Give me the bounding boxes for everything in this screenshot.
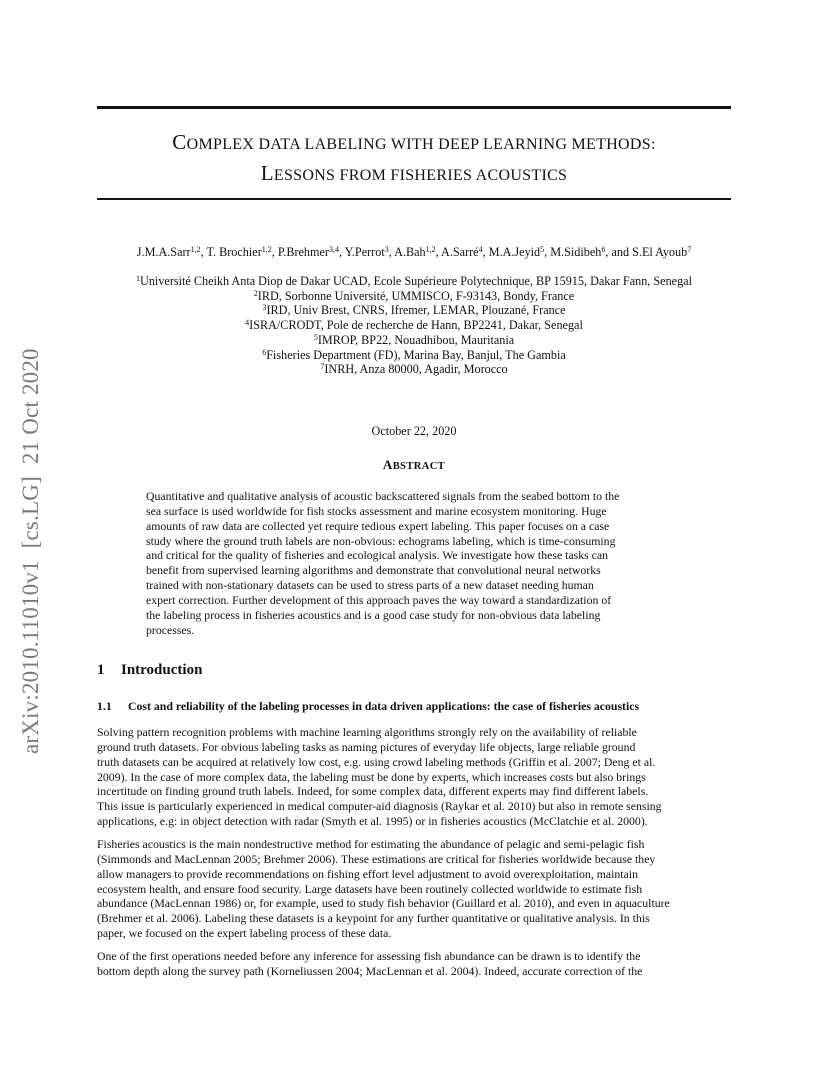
abstract-line: processes. bbox=[146, 622, 195, 637]
author-name: A.Sarré bbox=[441, 245, 479, 259]
author-name: M.Sidibeh bbox=[550, 245, 602, 259]
paragraph-line: ground truth datasets. For obvious labeling tasks as naming pictures of everyday life objects, large reliable ground bbox=[97, 739, 636, 754]
title-line-2-capital: L bbox=[260, 161, 274, 185]
author-affiliation-mark: 3 bbox=[384, 245, 389, 254]
affiliation-number: 1 bbox=[136, 274, 141, 283]
abstract-body bbox=[146, 489, 683, 637]
author-affiliation-mark: 6 bbox=[601, 245, 606, 254]
title-line-2-text: ESSONS FROM FISHERIES ACOUSTICS bbox=[273, 167, 568, 184]
subsection-number: 1.1 bbox=[97, 699, 112, 713]
affiliation bbox=[60, 274, 768, 289]
paragraph-2 bbox=[97, 837, 733, 941]
arxiv-identifier: arXiv:2010.11010v1 [cs.LG] 21 Oct 2020 bbox=[18, 348, 43, 754]
title-rule-bottom bbox=[97, 198, 731, 200]
affiliation-number: 2 bbox=[253, 288, 258, 298]
title-line-1-capital: C bbox=[172, 130, 187, 154]
affiliation-number: 6 bbox=[262, 347, 267, 357]
affiliation-number: 5 bbox=[313, 332, 318, 342]
author-affiliation-mark: 3,4 bbox=[328, 245, 339, 254]
paragraph-line: Fisheries acoustics is the main nondestructive method for estimating the abundance of pelagic and semi-pelagic fish bbox=[97, 837, 645, 851]
section-heading bbox=[97, 662, 202, 679]
affiliation-text: IRD, Univ Brest, CNRS, Ifremer, LEMAR, Plouzané, France bbox=[266, 303, 566, 318]
author-separator: , bbox=[544, 245, 551, 259]
affiliation-text: INRH, Anza 80000, Agadir, Morocco bbox=[324, 362, 508, 377]
paragraph-line: (Brehmer et al. 2006). Labeling these datasets is a keypoint for any further quantitative or qualitative analysis. In this bbox=[97, 911, 650, 926]
abstract-line: sea surface is used worldwide for fish stocks assessment and marine ecosystem monitoring. Huge bbox=[146, 503, 607, 518]
affiliation bbox=[60, 333, 768, 348]
paragraph-line: incertitude on finding ground truth labels. Indeed, for some complex data, different experts may find different labels. bbox=[97, 784, 649, 799]
author-name: A.Bah bbox=[394, 245, 426, 259]
abstract-line: expert correction. Further development of this approach paves the way toward a standardization of bbox=[146, 592, 612, 607]
author-name: Y.Perrot bbox=[344, 245, 385, 259]
abstract-heading-text: BSTRACT bbox=[392, 461, 446, 472]
affiliation bbox=[60, 289, 768, 304]
affiliation-text: Université Cheikh Anta Diop de Dakar UCAD, Ecole Supérieure Polytechnique, BP 15915, Dakar Fann, Senegal bbox=[140, 274, 692, 288]
affiliation-list bbox=[60, 274, 768, 377]
abstract-line: Quantitative and qualitative analysis of acoustic backscattered signals from the seabed bottom to the bbox=[146, 489, 620, 503]
subsection-heading bbox=[97, 699, 737, 714]
author-name: J.M.A.Sarr bbox=[136, 245, 191, 259]
author-list bbox=[60, 245, 768, 260]
author-affiliation-mark: 1,2 bbox=[261, 245, 272, 254]
author-separator: , bbox=[271, 245, 278, 259]
title-line-1-text: OMPLEX DATA LABELING WITH DEEP LEARNING METHODS: bbox=[186, 136, 656, 153]
paper-title bbox=[97, 128, 731, 190]
paper-date: October 22, 2020 bbox=[371, 424, 457, 438]
author-name: M.A.Jeyid bbox=[488, 245, 541, 259]
author-affiliation-mark: 5 bbox=[540, 245, 545, 254]
paragraph-line: bottom depth along the survey path (Korneliussen 2004; MacLennan et al. 2004). Indeed, accurate correction of the bbox=[97, 963, 643, 978]
author-affiliation-mark: 7 bbox=[687, 245, 692, 254]
paragraph-line: (Simmonds and MacLennan 2005; Brehmer 2006). These estimations are critical for fisheries worldwide because they bbox=[97, 851, 656, 866]
affiliation bbox=[60, 348, 768, 363]
paragraph-3 bbox=[97, 949, 733, 979]
section-number: 1 bbox=[97, 662, 105, 678]
paragraph-line: ecosystem health, and ensure food security. Large datasets have been routinely collected worldwide to estimate fish bbox=[97, 881, 643, 896]
author-affiliation-mark: 4 bbox=[478, 245, 483, 254]
affiliation-number: 4 bbox=[245, 318, 250, 328]
title-line-2 bbox=[97, 159, 731, 190]
author-name: P.Brehmer bbox=[277, 245, 329, 259]
paragraph-line: This issue is particularly experienced in medical computer-aid diagnosis (Raykar et al. 2010) but also in remote sensing bbox=[97, 799, 662, 814]
subsection-title: Cost and reliability of the labeling processes in data driven applications: the case of fisheries acoustics bbox=[128, 699, 640, 713]
abstract-heading-capital: A bbox=[382, 457, 393, 472]
paragraph-line: allow managers to provide recommendations on fishing effort level adjustment to avoid overexploitation, maintain bbox=[97, 866, 638, 881]
paragraph-line: abundance (MacLennan 1986) or, for example, used to study fish behavior (Guillard et al. 2010), and even in aquaculture bbox=[97, 896, 670, 911]
paragraph-line: Solving pattern recognition problems with machine learning algorithms strongly rely on the availability of reliable bbox=[97, 725, 637, 739]
paragraph-1 bbox=[97, 725, 733, 829]
abstract-line: amounts of raw data are collected yet require tedious expert labeling. This paper focuses on a case bbox=[146, 518, 610, 533]
affiliation bbox=[60, 303, 768, 318]
author-name: T. Brochier bbox=[206, 245, 262, 259]
affiliation bbox=[60, 318, 768, 333]
paragraph-line: paper, we focused on the expert labeling process of these data. bbox=[97, 926, 392, 941]
title-rule-top bbox=[97, 106, 731, 109]
title-line-1 bbox=[97, 128, 731, 159]
abstract-heading bbox=[60, 457, 768, 473]
paragraph-line: applications, e.g: in object detection with radar (Smyth et al. 1995) or in fisheries acoustics (McClatchie et al. 2000). bbox=[97, 814, 648, 829]
author-name: S.El Ayoub bbox=[632, 245, 688, 259]
author-separator: , bbox=[482, 245, 489, 259]
author-separator: , bbox=[388, 245, 395, 259]
author-separator: , bbox=[200, 245, 207, 259]
paragraph-line: One of the first operations needed before any inference for assessing fish abundance can be drawn is to identify the bbox=[97, 949, 641, 963]
affiliation-text: IRD, Sorbonne Université, UMMISCO, F-93143, Bondy, France bbox=[257, 288, 575, 303]
affiliation-text: ISRA/CRODT, Pole de recherche de Hann, BP2241, Dakar, Senegal bbox=[249, 318, 583, 333]
section-title: Introduction bbox=[121, 662, 203, 678]
affiliation-text: Fisheries Department (FD), Marina Bay, Banjul, The Gambia bbox=[266, 347, 566, 362]
affiliation-number: 7 bbox=[320, 362, 325, 372]
abstract-line: benefit from supervised learning algorithms and demonstrate that convolutional neural networks bbox=[146, 563, 601, 578]
affiliation bbox=[60, 362, 768, 377]
abstract-line: and critical for the quality of fisheries and ecological analysis. We investigate how these tasks can bbox=[146, 548, 609, 563]
author-separator: , bbox=[435, 245, 442, 259]
affiliation-number: 3 bbox=[262, 303, 267, 313]
affiliation-text: IMROP, BP22, Nouadhibou, Mauritania bbox=[317, 332, 515, 347]
paragraph-line: 2009). In the case of more complex data, the labeling must be done by experts, which increases costs but also brings bbox=[97, 769, 646, 784]
paragraph-line: truth datasets can be acquired at relatively low cost, e.g. using crowd labeling methods (Griffin et al. 2007; Deng et al. bbox=[97, 754, 656, 769]
author-separator: , and bbox=[605, 245, 633, 259]
author-affiliation-mark: 1,2 bbox=[190, 245, 201, 254]
abstract-line: study where the ground truth labels are non-obvious: echograms labeling, which is time-consuming bbox=[146, 533, 616, 548]
author-separator: , bbox=[338, 245, 345, 259]
author-affiliation-mark: 1,2 bbox=[425, 245, 436, 254]
abstract-line: trained with non-stationary datasets can be used to stress parts of a new dataset needing human bbox=[146, 578, 594, 593]
abstract-line: the labeling process in fisheries acoustics and is a good case study for non-obvious data labeling bbox=[146, 607, 601, 622]
